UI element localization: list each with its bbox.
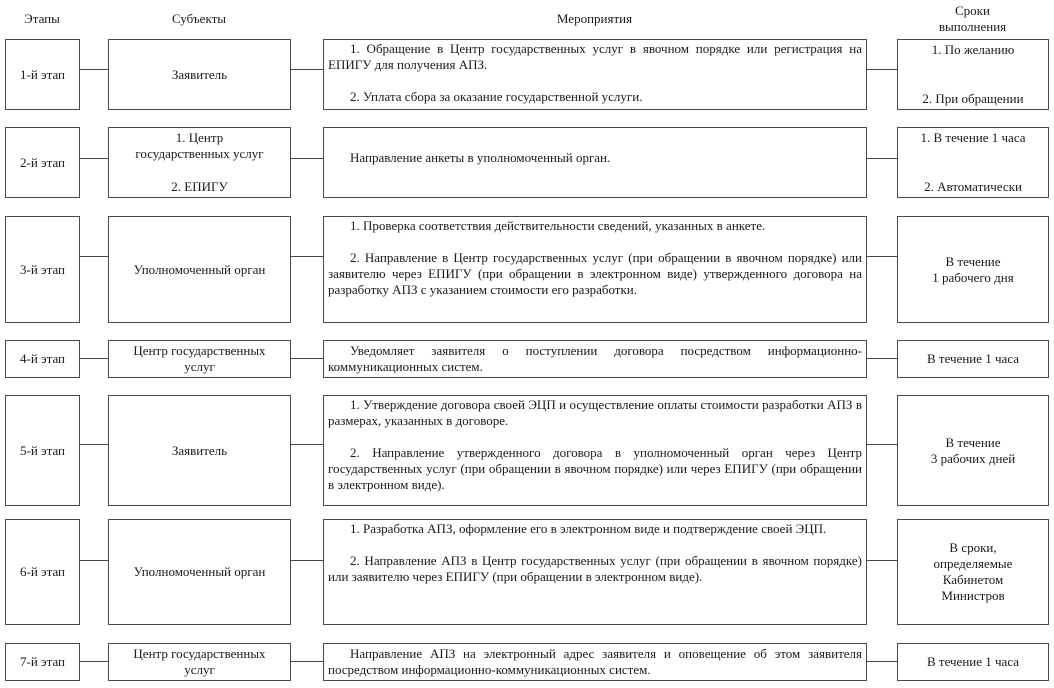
deadline-line: Министров [941,588,1005,603]
connector [80,256,108,257]
subject-box-2 [108,127,291,198]
deadline-line: В сроки, [949,540,997,555]
connector [867,560,897,561]
connector [291,69,323,70]
subject-label: Заявитель [171,442,228,458]
stage-box-7 [5,643,80,681]
stage-label: 5-й этап [19,442,65,458]
connector [867,358,897,359]
subject-line: государственных услуг [135,146,264,161]
activity-box-4 [323,340,867,378]
subject-box-5 [108,395,291,506]
header-activities: Мероприятия [556,11,633,26]
connector [291,358,323,359]
header-deadlines-line1: Сроки [955,3,990,18]
activity-box-2 [323,127,867,198]
header-stages: Этапы [24,11,60,26]
deadline-line: 1 рабочего дня [932,269,1014,285]
subject-line: услуг [184,359,215,374]
connector [291,444,323,445]
connector [291,256,323,257]
subject-line: 2. ЕПИГУ [171,179,228,194]
connector [80,69,108,70]
stage-label: 1-й этап [19,66,65,82]
subject-line: Центр государственных [133,343,266,358]
stage-box-5 [5,395,80,506]
deadline-box-2 [897,127,1049,198]
subject-line: Центр государственных [133,646,266,661]
deadline-line: В течение 1 часа [926,351,1020,366]
deadline-line: 1. В течение 1 часа [920,130,1026,145]
header-deadlines [897,3,1048,35]
activity-item: Уведомляет заявителя о поступлении договора посредством информационно-коммуникационных систем. [328,343,862,374]
deadline-line: В течение [945,253,1001,269]
connector [80,444,108,445]
subject-box-1 [108,39,291,110]
stage-label: 2-й этап [19,154,65,170]
activity-box-3 [323,216,867,323]
stage-box-6 [5,519,80,625]
subject-block [135,130,263,162]
connector [291,661,323,662]
subject-line: 1. Центр [175,130,224,145]
subject-line: услуг [184,662,215,677]
deadline-line: 1. По желанию [931,42,1015,57]
connector [80,560,108,561]
deadline-line: 3 рабочих дней [930,450,1016,466]
deadline-line: В течение 1 часа [926,654,1020,669]
subject-box-3 [108,216,291,323]
connector [867,158,897,159]
stage-box-2 [5,127,80,198]
connector [291,158,323,159]
activity-item: 1. Разработка АПЗ, оформление его в электронном виде и подтверждение своей ЭЦП. [350,521,827,536]
deadline-line: 2. При обращении [922,91,1024,106]
connector [867,69,897,70]
connector [867,444,897,445]
deadline-line: определяемые [933,556,1013,571]
deadline-box-5 [897,395,1049,506]
deadline-box-4 [897,340,1049,378]
stage-box-3 [5,216,80,323]
activity-item: 2. Направление АПЗ в Центр государственных услуг (при обращении в явочном порядке) или заявителю через ЕПИГУ (при обращении в электронном виде). [328,553,862,584]
stage-label: 3-й этап [19,261,65,277]
activity-item: 2. Направление утвержденного договора в уполномоченный орган через Центр государственных услуг (при обращении в явочном порядке) или через ЕПИГУ (при обращении в электронном виде). [328,445,862,492]
activity-item: 1. Проверка соответствия действительности сведений, указанных в анкете. [350,218,766,233]
subject-box-6 [108,519,291,625]
subject-label: Уполномоченный орган [133,564,266,579]
deadline-box-6 [897,519,1049,625]
connector [80,358,108,359]
activity-item: 1. Утверждение договора своей ЭЦП и осуществление оплаты стоимости разработки АПЗ в размерах, указанных в договоре. [328,397,862,428]
connector [291,560,323,561]
activity-box-1 [323,39,867,110]
deadline-line: Кабинетом [942,572,1004,587]
connector [867,661,897,662]
stage-box-1 [5,39,80,110]
stage-label: 4-й этап [19,351,65,366]
deadline-box-1 [897,39,1049,110]
connector [80,158,108,159]
activity-box-7 [323,643,867,681]
activity-box-5 [323,395,867,506]
subject-label: Заявитель [171,66,228,82]
stage-label: 6-й этап [19,564,65,579]
activity-item: 2. Уплата сбора за оказание государственной услуги. [350,89,643,104]
connector [80,661,108,662]
deadline-line: В течение [945,434,1001,450]
deadline-box-7 [897,643,1049,681]
deadline-box-3 [897,216,1049,323]
subject-box-7 [108,643,291,681]
activity-item: 1. Обращение в Центр государственных услуг в явочном порядке или регистрация на ЕПИГУ для получения АПЗ. [328,41,862,72]
activity-item: Направление АПЗ на электронный адрес заявителя и оповещение об этом заявителя посредством информационно-коммуникационных систем. [328,646,862,677]
stage-box-4 [5,340,80,378]
activity-item: 2. Направление в Центр государственных услуг (при обращении в явочном порядке) или заявителю через ЕПИГУ (при обращении в электронном виде) утвержденного договора на разработку АПЗ с указанием стоимости его разработки. [328,250,862,297]
activity-box-6 [323,519,867,625]
activity-item: Направление анкеты в уполномоченный орган. [350,150,611,165]
stage-label: 7-й этап [19,654,65,669]
header-deadlines-line2: выполнения [938,19,1007,34]
header-subjects: Субъекты [171,11,227,26]
deadline-line: 2. Автоматически [924,179,1022,194]
connector [867,256,897,257]
subject-box-4 [108,340,291,378]
subject-label: Уполномоченный орган [133,261,266,277]
